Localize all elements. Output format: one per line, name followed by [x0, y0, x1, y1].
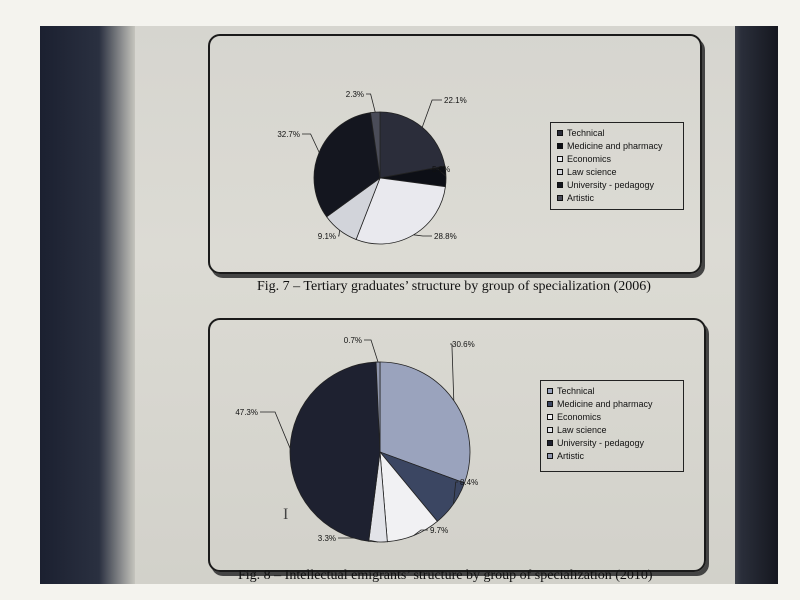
- legend-swatch: [557, 195, 563, 201]
- legend-swatch: [557, 130, 563, 136]
- leader-line: [422, 100, 442, 127]
- legend-item: [547, 423, 677, 436]
- legend-swatch: [557, 169, 563, 175]
- legend-item: [547, 397, 677, 410]
- caption-fig8: Fig. 8 – Intellectual emigrants’ structure by group of specialization (2010): [238, 568, 653, 583]
- data-label: 30.6%: [452, 340, 475, 349]
- legend-label: Economics: [567, 153, 612, 164]
- text-cursor-icon: I: [283, 506, 289, 523]
- legend-swatch: [547, 427, 553, 433]
- data-label: 0.7%: [343, 336, 362, 345]
- legend-label: University - pedagogy: [557, 437, 645, 448]
- data-label: 28.8%: [434, 232, 457, 241]
- data-label: 3.3%: [317, 534, 336, 543]
- legend-swatch: [547, 401, 553, 407]
- leader-line: [364, 340, 378, 362]
- legend-item: [557, 191, 677, 204]
- data-label: 47.3%: [235, 408, 258, 417]
- legend-item: [547, 449, 677, 462]
- legend-swatch: [547, 414, 553, 420]
- legend-fig7: [550, 122, 684, 210]
- legend-item: [557, 139, 677, 152]
- legend-item: [547, 384, 677, 397]
- leader-line: [450, 344, 454, 400]
- legend-fig8: [540, 380, 684, 472]
- legend-swatch: [547, 440, 553, 446]
- pie-chart-fig8: [235, 330, 560, 560]
- leader-line: [366, 94, 375, 112]
- legend-label: Technical: [557, 385, 595, 396]
- legend-label: University - pedagogy: [567, 179, 655, 190]
- legend-label: Medicine and pharmacy: [557, 398, 653, 409]
- pie-slice-university-pedagogy: [290, 362, 380, 541]
- legend-item: [557, 165, 677, 178]
- legend-item: [547, 410, 677, 423]
- legend-label: Artistic: [557, 450, 584, 461]
- legend-swatch: [547, 453, 553, 459]
- legend-swatch: [557, 182, 563, 188]
- data-label: 9.1%: [317, 232, 336, 241]
- data-label: 9.7%: [430, 526, 449, 535]
- legend-item: [557, 126, 677, 139]
- legend-label: Economics: [557, 411, 602, 422]
- leader-line: [260, 412, 290, 448]
- caption-fig7: Fig. 7 – Tertiary graduates’ structure by group of specialization (2006): [257, 279, 651, 294]
- legend-swatch: [547, 388, 553, 394]
- data-label: 5.0%: [432, 165, 451, 174]
- leader-line: [414, 235, 432, 236]
- leader-line: [338, 230, 340, 236]
- pie-chart-fig7: [240, 60, 560, 260]
- data-label: 22.1%: [444, 96, 467, 105]
- legend-label: Artistic: [567, 192, 594, 203]
- legend-label: Technical: [567, 127, 605, 138]
- data-label: 2.3%: [345, 90, 364, 99]
- legend-label: Medicine and pharmacy: [567, 140, 663, 151]
- data-label: 8.4%: [460, 478, 479, 487]
- legend-item: [547, 436, 677, 449]
- legend-item: [557, 152, 677, 165]
- legend-swatch: [557, 143, 563, 149]
- legend-label: Law science: [567, 166, 617, 177]
- legend-label: Law science: [557, 424, 607, 435]
- data-label: 32.7%: [277, 130, 300, 139]
- legend-item: [557, 178, 677, 191]
- legend-swatch: [557, 156, 563, 162]
- leader-line: [302, 134, 319, 152]
